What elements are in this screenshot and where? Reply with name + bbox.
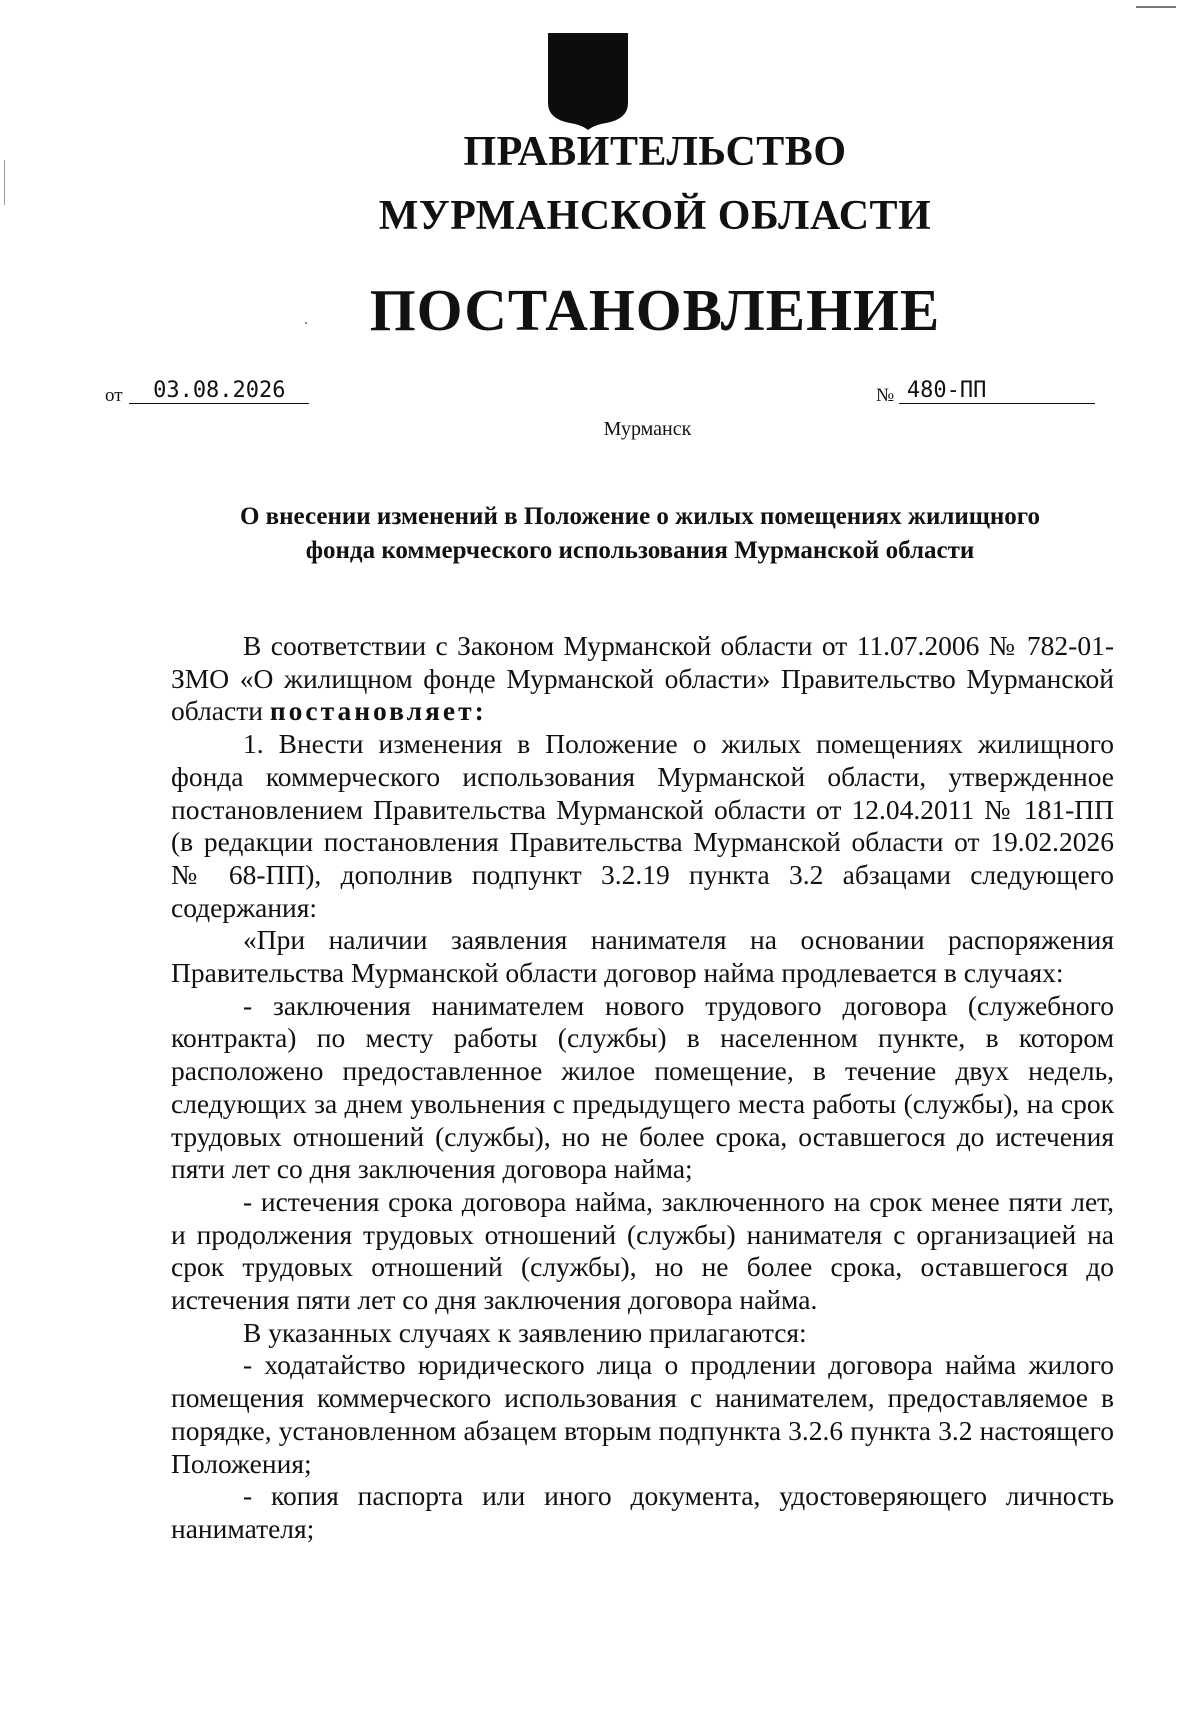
paragraph-quote-intro: «При наличии заявления нанимателя на основании распоряжения Правительства Мурманской области договор найма продлевается в случаях:: [171, 924, 1114, 989]
city-label: Мурманск: [603, 418, 692, 440]
number-field: [876, 378, 1095, 408]
number-label: №: [876, 385, 895, 406]
document-title: [175, 500, 1105, 568]
paragraph-case-2: - истечения срока договора найма, заключенного на срок менее пяти лет, и продолжения трудовых отношений (службы) нанимателя с организацией на срок трудовых отношений (службы), но не более срока, оставшегося до истечения пяти лет со дня заключения договора найма.: [171, 1185, 1114, 1316]
government-title-line2: МУРМАНСКОЙ ОБЛАСТИ: [378, 193, 932, 239]
paragraph-item-1: 1. Внести изменения в Положение о жилых помещениях жилищного фонда коммерческого использования Мурманской области, утвержденное постановлением Правительства Мурманской области от 12.04.2011 № 181-ПП (в редакции постановления Правительства Мурманской области от 19.02.2026 № 68-ПП), дополнив подпункт 3.2.19 пункта 3.2 абзацами следующего содержания:: [171, 728, 1114, 923]
preamble-text: В соответствии с Законом Мурманской области от 11.07.2006 № 782-01-ЗМО «О жилищном фонде Мурманской области» Правительство Мурманской области: [171, 630, 1114, 727]
date-field: [105, 378, 309, 408]
document-title-line2: фонда коммерческого использования Мурманской области: [305, 537, 975, 564]
paragraph-preamble: [171, 630, 1114, 728]
document-body: [171, 630, 1114, 1546]
paragraph-attachments-intro: В указанных случаях к заявлению прилагаются:: [243, 1316, 807, 1348]
resolution-verb: постановляет:: [269, 695, 487, 727]
government-title-line1: ПРАВИТЕЛЬСТВО: [463, 129, 847, 175]
paragraph-attachment-2: - копия паспорта или иного документа, удостоверяющего личность нанимателя;: [171, 1480, 1114, 1544]
number-value: 480-ПП: [899, 379, 1095, 404]
scan-artifact: [1136, 6, 1176, 8]
date-label: от: [105, 385, 123, 406]
paragraph-case-1: - заключения нанимателем нового трудового договора (служебного контракта) по месту работы (службы) в населенном пункте, в котором расположено предоставленное жилое помещение, в течение двух недель, следующих за днем увольнения с предыдущего места работы (службы), на срок трудовых отношений (службы), но не более срока, оставшегося до истечения пяти лет со дня заключения договора найма;: [171, 989, 1114, 1185]
coat-of-arms-icon: [546, 33, 630, 130]
document-type-heading: ПОСТАНОВЛЕНИЕ: [369, 277, 941, 343]
document-title-line1: О внесении изменений в Положение о жилых помещениях жилищного: [239, 503, 1041, 530]
date-value: 03.08.2026: [129, 379, 309, 404]
paragraph-attachment-1: - ходатайство юридического лица о продлении договора найма жилого помещения коммерческого использования с нанимателем, предоставляемое в порядке, установленном абзацем вторым подпункта 3.2.6 пункта 3.2 настоящего Положения;: [171, 1349, 1114, 1479]
